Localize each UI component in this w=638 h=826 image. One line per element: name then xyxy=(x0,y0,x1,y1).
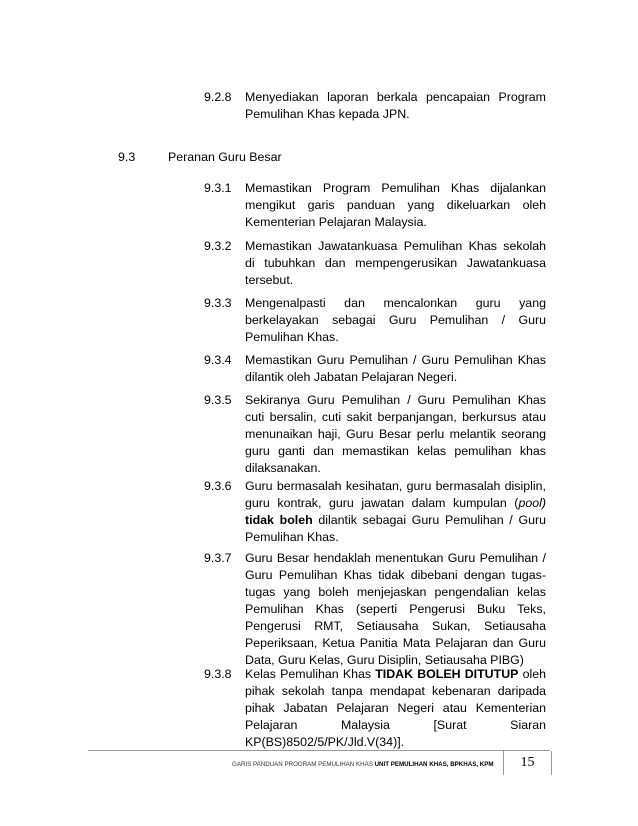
text-line: Pengerusi RMT, Setiausaha Sukan, Setiausaha xyxy=(245,619,546,633)
text-line: KP(BS)8502/5/PK/Jld.V(34)]. xyxy=(245,735,405,749)
text-line: menunaikan haji, Guru Besar perlu melantik seorang xyxy=(245,427,546,441)
text-run: guru kontrak, guru jawatan dalam kumpulan ( xyxy=(245,496,519,510)
footer-title: GARIS PANDUAN PROGRAM PEMULIHAN KHAS xyxy=(232,761,375,768)
text-line: Kementerian Pelajaran Malaysia. xyxy=(245,215,427,229)
item-text-9-3-3 xyxy=(245,295,546,346)
text-line: Guru Besar hendaklah menentukan Guru Pemulihan / xyxy=(245,551,546,565)
bold-term: tidak boleh xyxy=(245,513,313,527)
item-number: 9.3.3 xyxy=(204,296,232,310)
item-number: 9.3.6 xyxy=(204,479,232,493)
text-line: Memastikan Program Pemulihan Khas dijalankan xyxy=(245,181,546,195)
text-line: cuti bersalin, cuti sakit berpanjangan, berkursus atau xyxy=(245,410,546,424)
item-text-9-3-2 xyxy=(245,238,546,289)
item-number: 9.3.8 xyxy=(204,667,232,681)
text-line: Guru Pemulihan Khas tidak dibebani dengan tugas- xyxy=(245,568,546,582)
text-line: pihak sekolah tanpa mendapat kebenaran daripada xyxy=(245,684,546,698)
text-line: Memastikan Guru Pemulihan / Guru Pemulihan Khas xyxy=(245,353,546,367)
page-number: 15 xyxy=(520,755,535,770)
text-line xyxy=(245,495,546,512)
text-line: mengikut garis panduan yang dikeluarkan oleh xyxy=(245,198,546,212)
item-number: 9.3.7 xyxy=(204,551,232,565)
text-line: Mengenalpasti dan mencalonkan guru yang xyxy=(245,296,546,310)
text-line: Sekiranya Guru Pemulihan / Guru Pemulihan Khas xyxy=(245,393,546,407)
text-line: Pemulihan Khas. xyxy=(245,530,339,544)
text-line: Pelajaran Malaysia [Surat Siaran xyxy=(245,718,546,732)
item-text-9-3-1 xyxy=(245,180,546,231)
page-number-box xyxy=(503,751,552,775)
text-line xyxy=(245,512,546,529)
text-line: dilantik oleh Jabatan Pelajaran Negeri. xyxy=(245,370,458,384)
footer-text xyxy=(232,761,494,768)
text-line: Pemulihan Khas (seperti Pengerusi Buku Teks, xyxy=(245,602,546,616)
text-line: dilaksanakan. xyxy=(245,461,321,475)
text-line: Pemulihan Khas. xyxy=(245,330,339,344)
text-line: Peperiksaan, Ketua Panitia Mata Pelajaran dan Guru xyxy=(245,636,546,650)
footer-divider xyxy=(88,750,550,751)
bold-term: TIDAK BOLEH DITUTUP xyxy=(375,667,519,681)
section-number: 9.3 xyxy=(118,150,136,164)
item-text-9-3-8 xyxy=(245,666,546,751)
item-text-9-3-7 xyxy=(245,550,546,669)
text-line: Menyediakan laporan berkala pencapaian Program xyxy=(245,90,546,104)
text-run: oleh xyxy=(518,667,546,681)
item-text-9-3-6 xyxy=(245,478,546,546)
item-number: 9.3.4 xyxy=(204,353,232,367)
footer-unit: UNIT PEMULIHAN KHAS, BPKHAS, KPM xyxy=(374,761,494,768)
item-number: 9.3.1 xyxy=(204,181,232,195)
text-line: Guru bermasalah kesihatan, guru bermasalah disiplin, xyxy=(245,479,546,493)
text-run: dilantik sebagai Guru Pemulihan / Guru xyxy=(312,513,546,527)
item-text-9-3-5 xyxy=(245,392,546,477)
section-title: Peranan Guru Besar xyxy=(168,150,282,164)
item-text-9-2-8 xyxy=(245,89,546,123)
italic-term: pool) xyxy=(518,496,546,510)
text-line: Pemulihan Khas kepada JPN. xyxy=(245,107,410,121)
text-line: Memastikan Jawatankuasa Pemulihan Khas sekolah xyxy=(245,239,546,253)
text-run: Kelas Pemulihan Khas xyxy=(245,667,376,681)
text-line xyxy=(245,666,546,683)
text-line: tugas yang boleh menjejaskan pengendalian kelas xyxy=(245,585,546,599)
text-line: di tubuhkan dan mempengerusikan Jawatankuasa xyxy=(245,256,546,270)
text-line: tersebut. xyxy=(245,273,294,287)
item-number: 9.3.5 xyxy=(204,393,232,407)
text-line: guru ganti dan memastikan kelas pemulihan khas xyxy=(245,444,546,458)
item-text-9-3-4 xyxy=(245,352,546,386)
item-number: 9.2.8 xyxy=(204,90,232,104)
item-number: 9.3.2 xyxy=(204,239,232,253)
text-line: pihak Jabatan Pelajaran Negeri atau Kementerian xyxy=(245,701,546,715)
text-line: Data, Guru Kelas, Guru Disiplin, Setiausaha PIBG) xyxy=(245,653,524,667)
text-line: berkelayakan sebagai Guru Pemulihan / Guru xyxy=(245,313,546,327)
